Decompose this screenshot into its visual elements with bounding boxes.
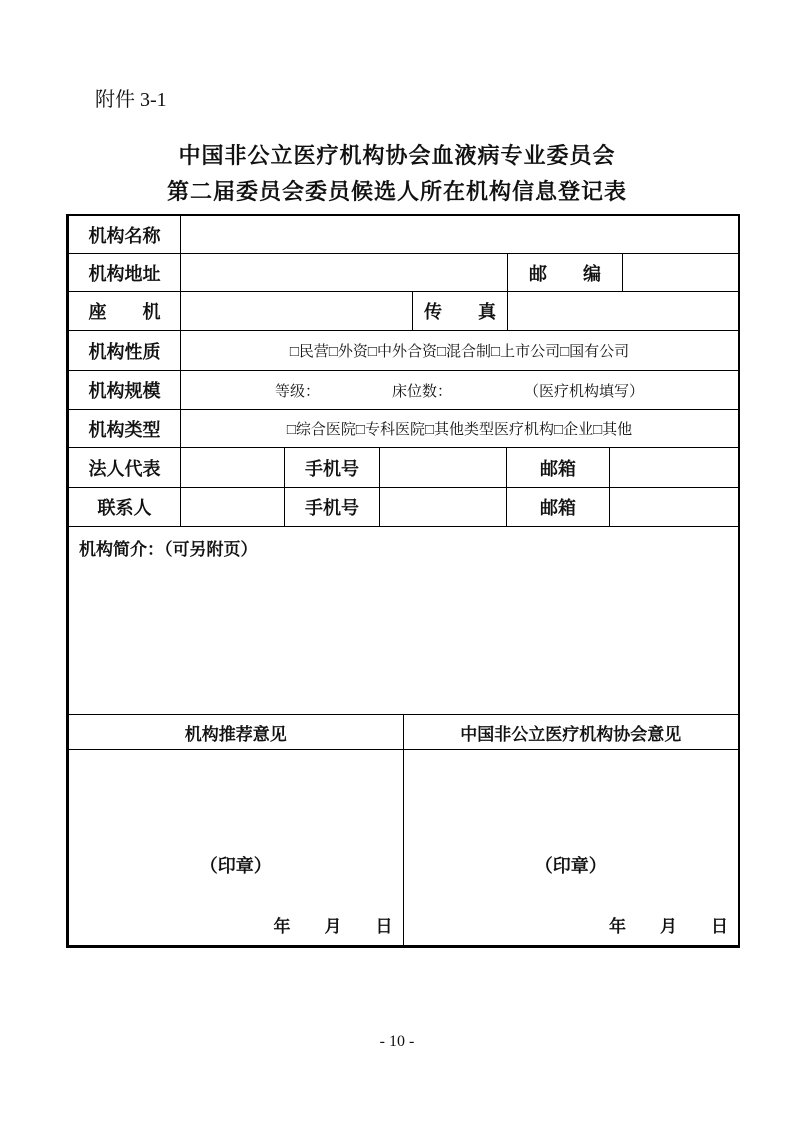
institution-seal-placeholder: （印章） — [199, 856, 272, 876]
institution-address-label: 机构地址 — [69, 254, 181, 291]
row-opinion-headers — [69, 715, 738, 750]
institution-recommendation-field[interactable] — [69, 750, 404, 945]
postal-code-label: 邮 编 — [508, 254, 623, 291]
association-opinion-field[interactable] — [404, 750, 739, 945]
registration-form-table — [66, 214, 740, 948]
contact-person-field[interactable] — [181, 488, 285, 526]
association-date-line: 年 月 日 — [609, 917, 728, 936]
legal-rep-email-field[interactable] — [610, 448, 738, 487]
institution-scale-label: 机构规模 — [69, 371, 181, 409]
form-title-line1: 中国非公立医疗机构协会血液病专业委员会 — [178, 143, 616, 168]
legal-representative-field[interactable] — [181, 448, 285, 487]
landline-field[interactable] — [181, 292, 413, 330]
institution-name-label: 机构名称 — [69, 216, 181, 253]
legal-rep-mobile-field[interactable] — [380, 448, 507, 487]
institution-nature-options: □民营□外资□中外合资□混合制□上市公司□国有公司 — [289, 344, 630, 360]
contact-mobile-field[interactable] — [380, 488, 507, 526]
institution-intro-field[interactable] — [69, 527, 738, 714]
contact-email-field[interactable] — [610, 488, 738, 526]
association-opinion-header: 中国非公立医疗机构协会意见 — [460, 724, 682, 744]
legal-representative-label: 法人代表 — [69, 448, 181, 487]
row-opinion-bodies — [69, 750, 738, 945]
institution-scale-field[interactable] — [181, 371, 738, 409]
institution-type-options: □综合医院□专科医院□其他类型医疗机构□企业□其他 — [286, 422, 633, 438]
attachment-label: 附件 3-1 — [95, 89, 167, 111]
institution-type-label: 机构类型 — [69, 410, 181, 447]
row-institution-intro — [69, 527, 738, 715]
fax-label: 传 真 — [413, 292, 508, 330]
row-institution-nature — [69, 331, 738, 371]
grade-label: 等级： — [274, 383, 320, 400]
institution-address-field[interactable] — [181, 254, 508, 291]
row-institution-address — [69, 254, 738, 292]
contact-mobile-label: 手机号 — [285, 488, 380, 526]
legal-rep-mobile-label: 手机号 — [285, 448, 380, 487]
institution-nature-label: 机构性质 — [69, 331, 181, 370]
institution-recommendation-header: 机构推荐意见 — [69, 715, 404, 749]
row-institution-scale — [69, 371, 738, 410]
medical-institution-note: （医疗机构填写） — [524, 383, 645, 400]
row-contact-person — [69, 488, 738, 527]
institution-intro-label: 机构简介：（可另附页） — [79, 540, 258, 559]
postal-code-field[interactable] — [623, 254, 738, 291]
institution-date-line: 年 月 日 — [273, 917, 393, 936]
association-seal-placeholder: （印章） — [534, 856, 607, 876]
form-title — [0, 138, 794, 210]
row-landline — [69, 292, 738, 331]
row-institution-name — [69, 216, 738, 254]
landline-label: 座 机 — [69, 292, 181, 330]
row-institution-type — [69, 410, 738, 448]
legal-rep-email-label: 邮箱 — [507, 448, 610, 487]
form-title-line2: 第二届委员会委员候选人所在机构信息登记表 — [166, 179, 627, 204]
contact-person-label: 联系人 — [69, 488, 181, 526]
contact-email-label: 邮箱 — [507, 488, 610, 526]
row-legal-representative — [69, 448, 738, 488]
fax-field[interactable] — [508, 292, 738, 330]
institution-name-field[interactable] — [181, 216, 738, 253]
page-number: - 10 - — [379, 1033, 415, 1050]
beds-label: 床位数： — [391, 383, 452, 400]
